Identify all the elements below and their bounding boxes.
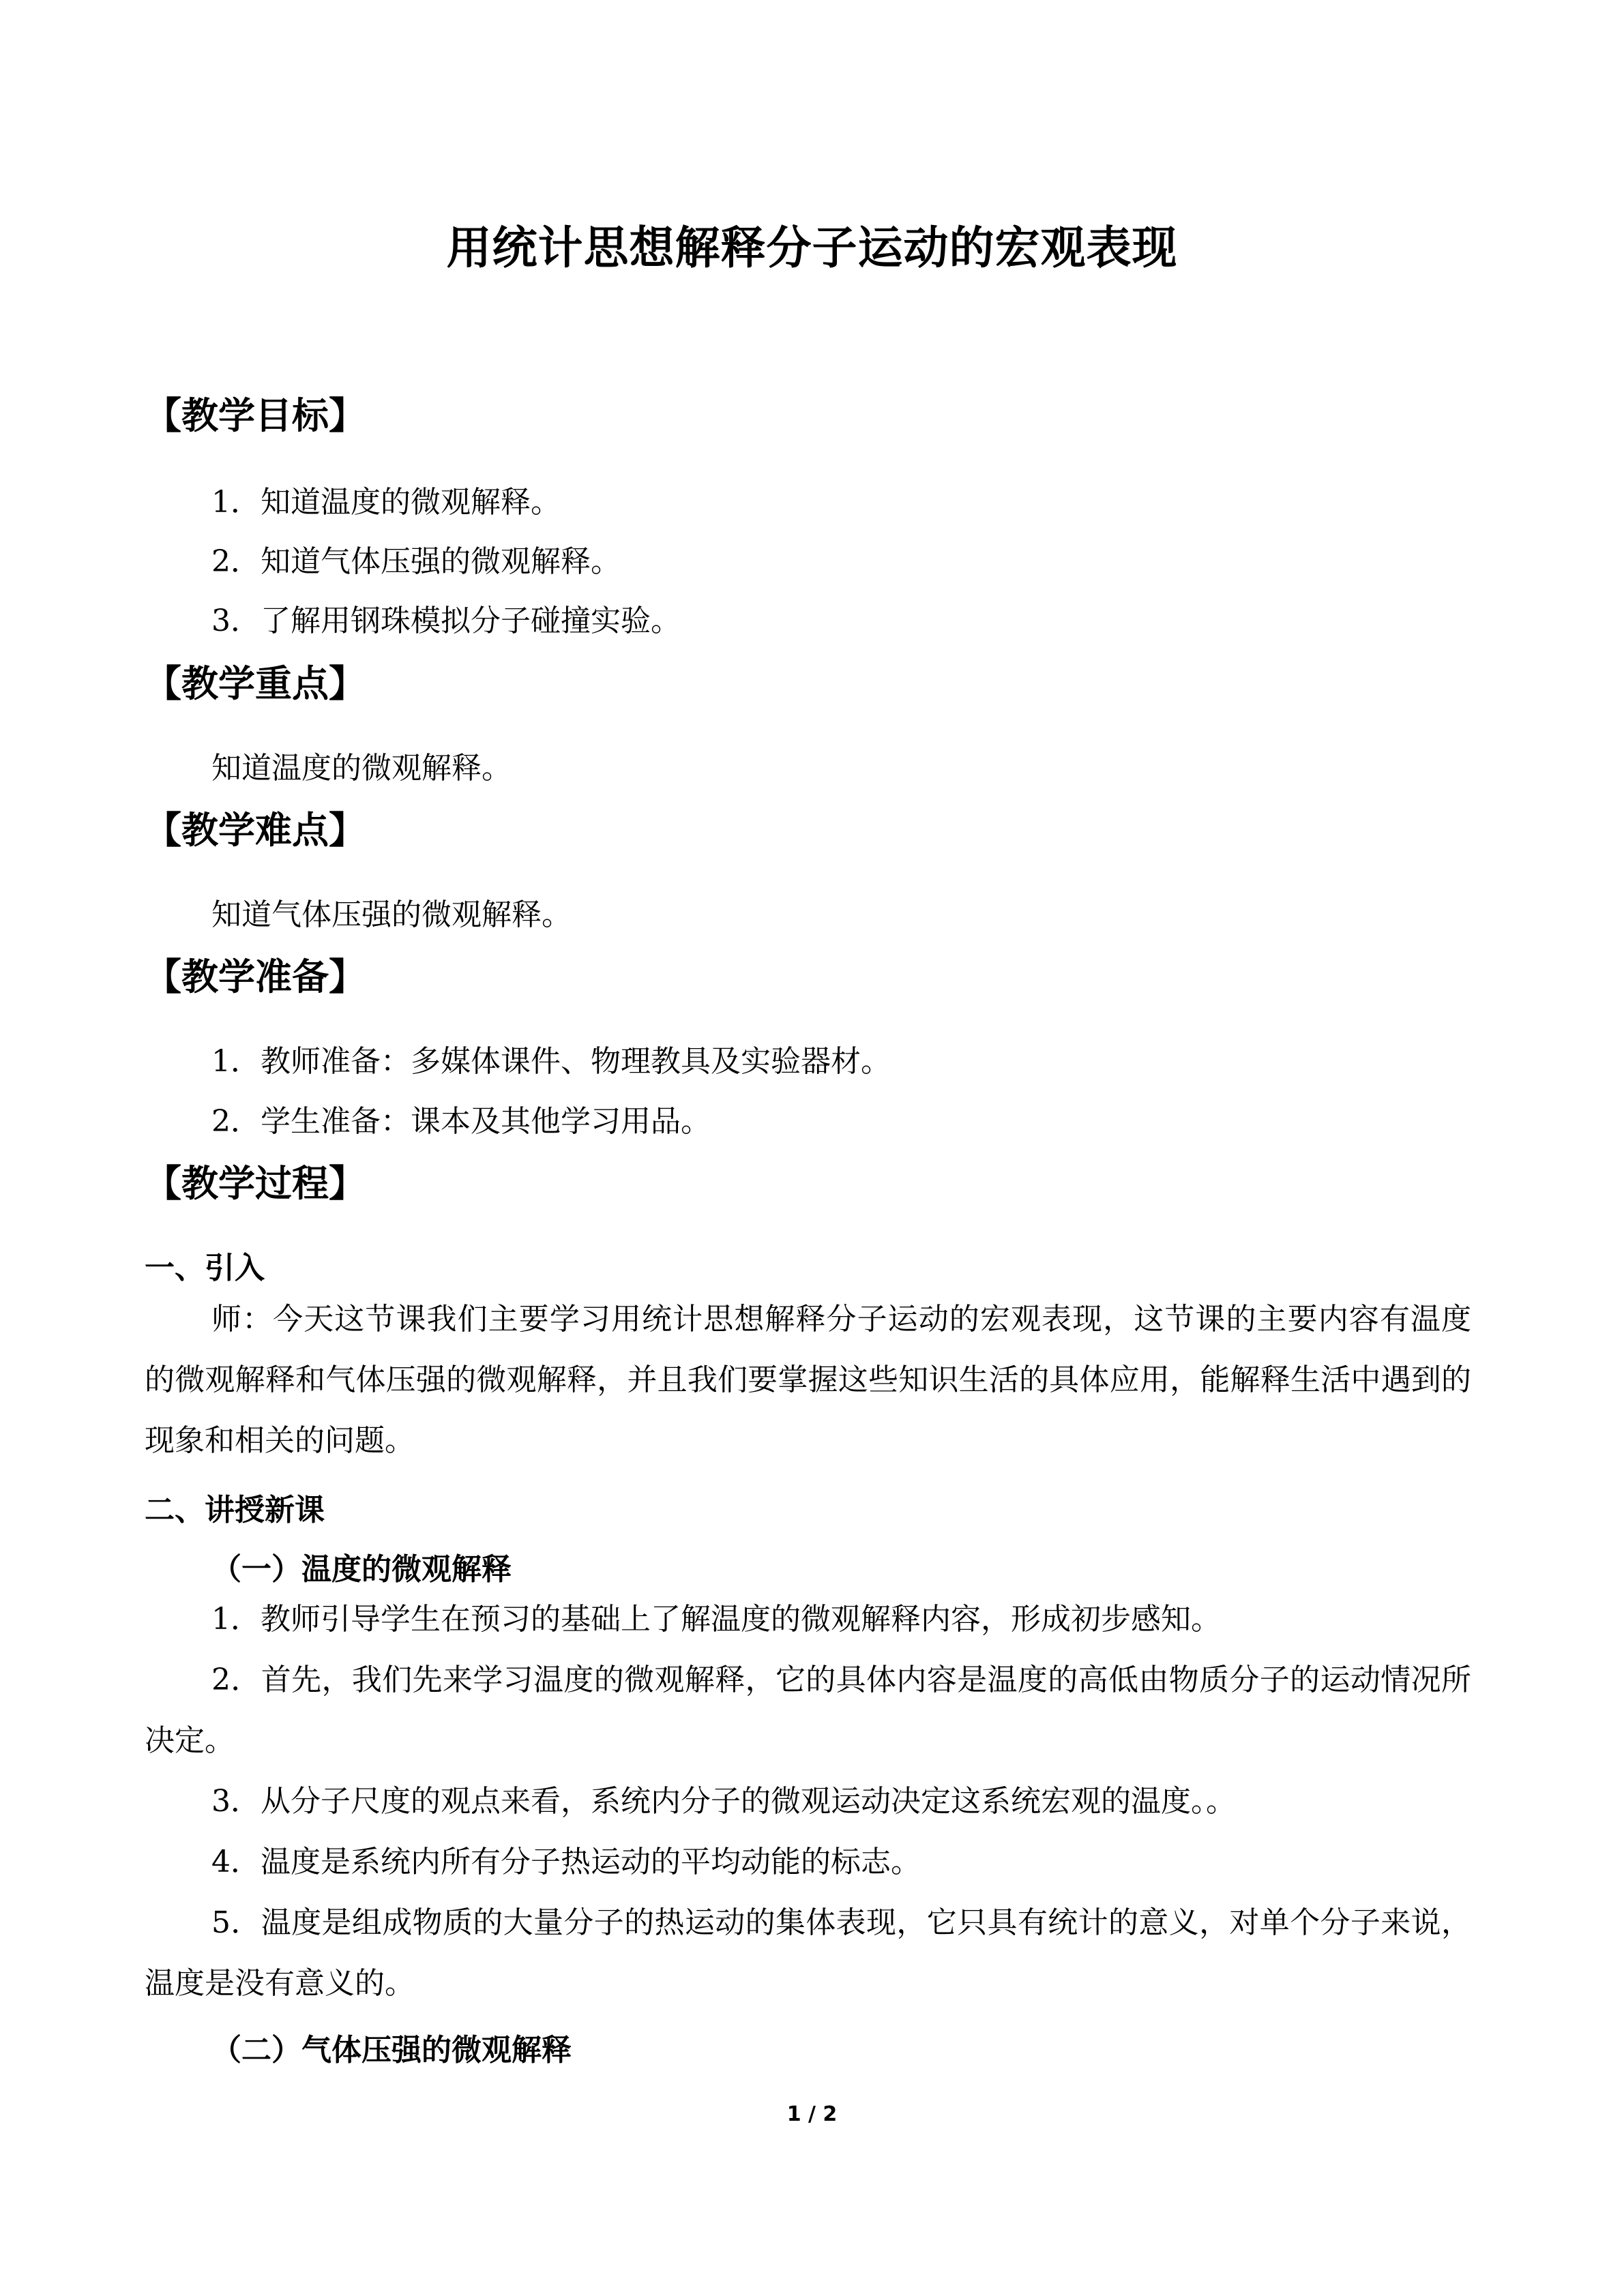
part1-item: 5．温度是组成物质的大量分子的热运动的集体表现，它只具有统计的意义，对单个分子来说，温度是没有意义的。	[145, 1905, 1471, 2001]
part1-heading: （一）温度的微观解释	[211, 1552, 512, 1587]
section-heading-process: 【教学过程】	[145, 1161, 366, 1205]
part2-heading: （二）气体压强的微观解释	[211, 2033, 572, 2068]
page-number: 1 / 2	[786, 2102, 838, 2126]
objective-item: 1．知道温度的微观解释。	[211, 485, 561, 520]
objective-item: 3．了解用钢珠模拟分子碰撞实验。	[211, 603, 681, 638]
objective-item: 2．知道气体压强的微观解释。	[211, 544, 621, 579]
new-lesson-heading: 二、讲授新课	[145, 1493, 325, 1527]
part1-item: 4．温度是系统内所有分子热运动的平均动能的标志。	[211, 1845, 921, 1879]
part1-item: 3．从分子尺度的观点来看，系统内分子的微观运动决定这系统宏观的温度。。	[211, 1784, 1236, 1819]
part1-item: 1．教师引导学生在预习的基础上了解温度的微观解释内容，形成初步感知。	[211, 1602, 1221, 1637]
part1-item: 2．首先，我们先来学习温度的微观解释，它的具体内容是温度的高低由物质分子的运动情况所决定。	[145, 1663, 1471, 1758]
preparation-item: 1．教师准备：多媒体课件、物理教具及实验器材。	[211, 1044, 891, 1079]
preparation-item: 2．学生准备：课本及其他学习用品。	[211, 1104, 711, 1139]
section-heading-objectives: 【教学目标】	[145, 393, 366, 437]
section-heading-difficulties: 【教学难点】	[145, 808, 366, 852]
difficulties-text: 知道气体压强的微观解释。	[211, 897, 572, 932]
intro-paragraph: 师：今天这节课我们主要学习用统计思想解释分子运动的宏观表现，这节课的主要内容有温度的微观解释和气体压强的微观解释，并且我们要掌握这些知识生活的具体应用，能解释生活中遇到的现象和相关的问题。	[145, 1302, 1471, 1458]
section-heading-preparation: 【教学准备】	[145, 955, 366, 998]
section-heading-key-points: 【教学重点】	[145, 661, 366, 705]
intro-heading: 一、引入	[145, 1251, 265, 1285]
page-title: 用统计思想解释分子运动的宏观表现	[446, 221, 1178, 274]
key-points-text: 知道温度的微观解释。	[211, 751, 512, 786]
